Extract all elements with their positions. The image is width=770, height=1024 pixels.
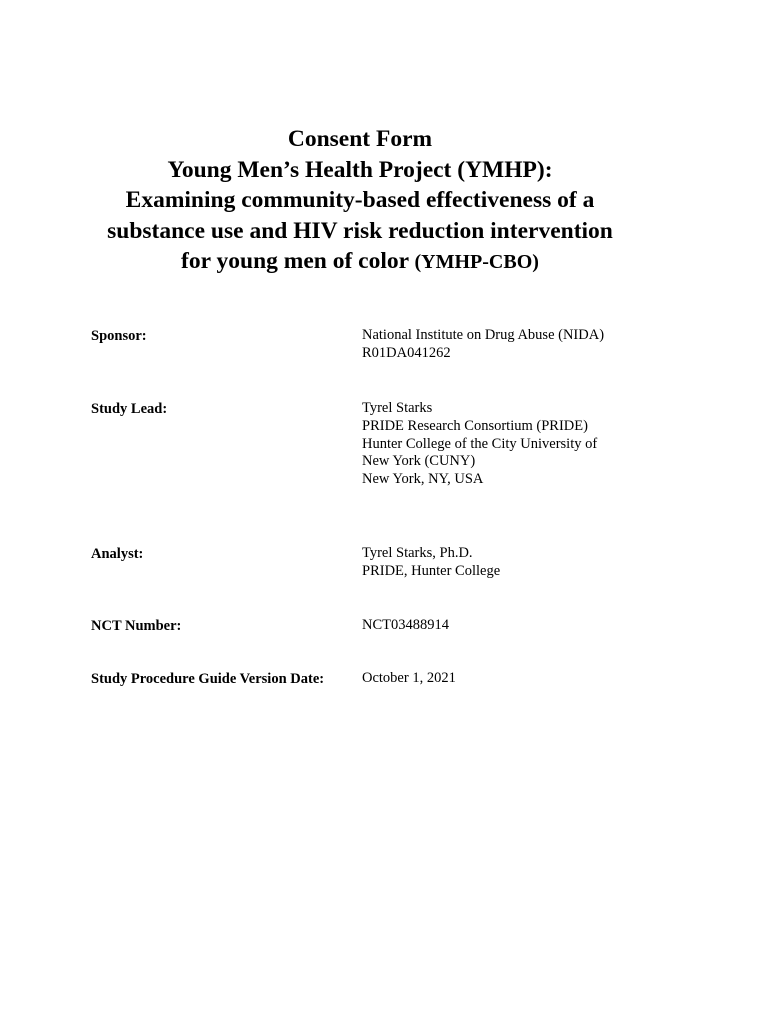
- title-line-5: [60, 246, 660, 278]
- study-lead-value-line: PRIDE Research Consortium (PRIDE): [362, 417, 588, 434]
- sponsor-label: Sponsor:: [91, 328, 147, 344]
- version-date-value-line: October 1, 2021: [362, 670, 456, 686]
- title-line-3: Examining community-based effectiveness of a: [125, 187, 595, 213]
- analyst-label: Analyst:: [91, 546, 144, 562]
- study-lead-value-line: New York (CUNY): [362, 453, 476, 470]
- study-lead-value-line: New York, NY, USA: [362, 471, 484, 488]
- nct-number-label: NCT Number:: [91, 618, 182, 634]
- sponsor-value: [362, 327, 604, 363]
- analyst-value-line: PRIDE, Hunter College: [362, 562, 501, 579]
- study-lead-label: Study Lead:: [91, 401, 168, 417]
- study-lead-value: [362, 400, 597, 489]
- title-line-2: Young Men’s Health Project (YMHP):: [167, 156, 553, 183]
- title-line-5-text: for young men of color: [181, 248, 409, 274]
- nct-number-value: [362, 617, 449, 635]
- analyst-value: [362, 545, 500, 581]
- title-line-1: Consent Form: [287, 126, 433, 152]
- study-lead-value-line: Hunter College of the City University of: [362, 435, 598, 452]
- document-title: [60, 124, 660, 278]
- study-lead-value-line: Tyrel Starks: [362, 400, 433, 416]
- analyst-value-line: Tyrel Starks, Ph.D.: [362, 545, 473, 561]
- nct-number-value-line: NCT03488914: [362, 617, 449, 633]
- title-line-5-suffix: (YMHP-CBO): [414, 251, 539, 273]
- sponsor-value-line: National Institute on Drug Abuse (NIDA): [362, 327, 605, 343]
- version-date-value: [362, 670, 456, 688]
- version-date-label: Study Procedure Guide Version Date:: [91, 671, 325, 687]
- sponsor-value-line: R01DA041262: [362, 344, 451, 361]
- title-line-4: substance use and HIV risk reduction intervention: [107, 217, 613, 244]
